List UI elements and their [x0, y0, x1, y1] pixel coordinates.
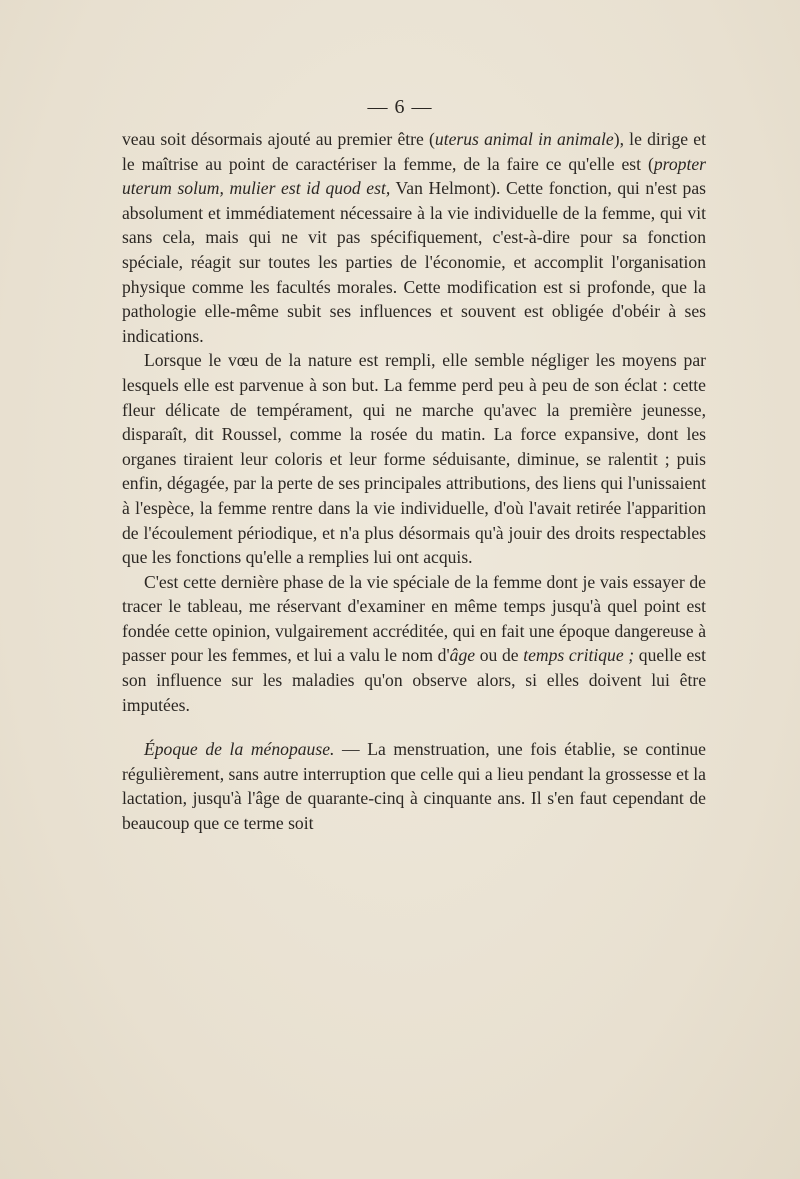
text-run: ou de: [475, 645, 524, 666]
text-run: Van Helmont). Cette fonction, qui n'est pas absolument et immédiatement nécessaire à la vie individuelle de la femme, qui vit sans cela, mais qui ne vit pas spécifiquement, c'est-à-dire pour sa fonction spéciale, réagit sur toutes les parties de l'économie, et accomplit l'organisation physique comme les facultés morales. Cette modification est si profonde, que la pathologie elle-même subit ses influences et souvent est obligée d'obéir à ses indications.: [122, 178, 707, 346]
text-run: quelle est son influence sur les maladies qu'on observe alors, si elles doivent lui être imputées.: [122, 645, 706, 715]
page-number: — 6 —: [367, 96, 433, 118]
text-run: veau soit désormais ajouté au premier être (: [122, 129, 435, 149]
italic-term: temps critique ;: [523, 645, 635, 666]
paragraph-2: [122, 348, 706, 569]
text-run: C'est cette dernière phase de la vie spéciale de la femme dont je vais essayer de tracer le tableau, me réservant d'examiner en même temps jusqu'à quel point est fondée cette opinion, vulgairement accréditée, qui en fait une époque dangereuse à passer pour les femmes, et lui a valu le nom d': [122, 571, 706, 666]
paragraph-3: [122, 570, 706, 718]
text-run: ), le dirige et le maîtrise au point de caractériser la femme, de la faire ce qu'elle est (: [122, 129, 707, 174]
text-run: — La menstruation, une fois établie, se continue régulièrement, sans autre interruption que celle qui a lieu pendant la grossesse et la lactation, jusqu'à l'âge de quarante-cinq à cinquante ans. Il s'en faut cependant de beaucoup que ce terme soit: [122, 739, 706, 834]
paragraph-1: [122, 127, 706, 348]
latin-quote: propter uterum solum, mulier est id quod est,: [122, 153, 706, 199]
paragraph-4: [122, 737, 706, 835]
latin-phrase: uterus animal in animale: [434, 129, 614, 149]
italic-term: âge: [449, 645, 476, 666]
body-text: [122, 127, 706, 836]
text-run: Lorsque le vœu de la nature est rempli, elle semble négliger les moyens par lesquels elle est parvenue à son but. La femme perd peu à peu de son éclat : cette fleur délicate de tempérament, qui ne marche qu'avec la première jeunesse, disparaît, dit Roussel, comme la rosée du matin. La force expansive, dont les organes tiraient leur coloris et leur forme séduisante, diminue, se ralentit ; puis enfin, dégagée, par la perte de ses principales attributions, des liens qui l'unissaient à l'espèce, la femme rentre dans la vie individuelle, d'où l'avait retirée l'apparition de l'écoulement périodique, et n'a plus désormais qu'à jouir des droits respectables que les fonctions qu'elle a remplies lui ont acquis.: [122, 350, 706, 568]
section-heading: Époque de la ménopause.: [144, 739, 335, 760]
